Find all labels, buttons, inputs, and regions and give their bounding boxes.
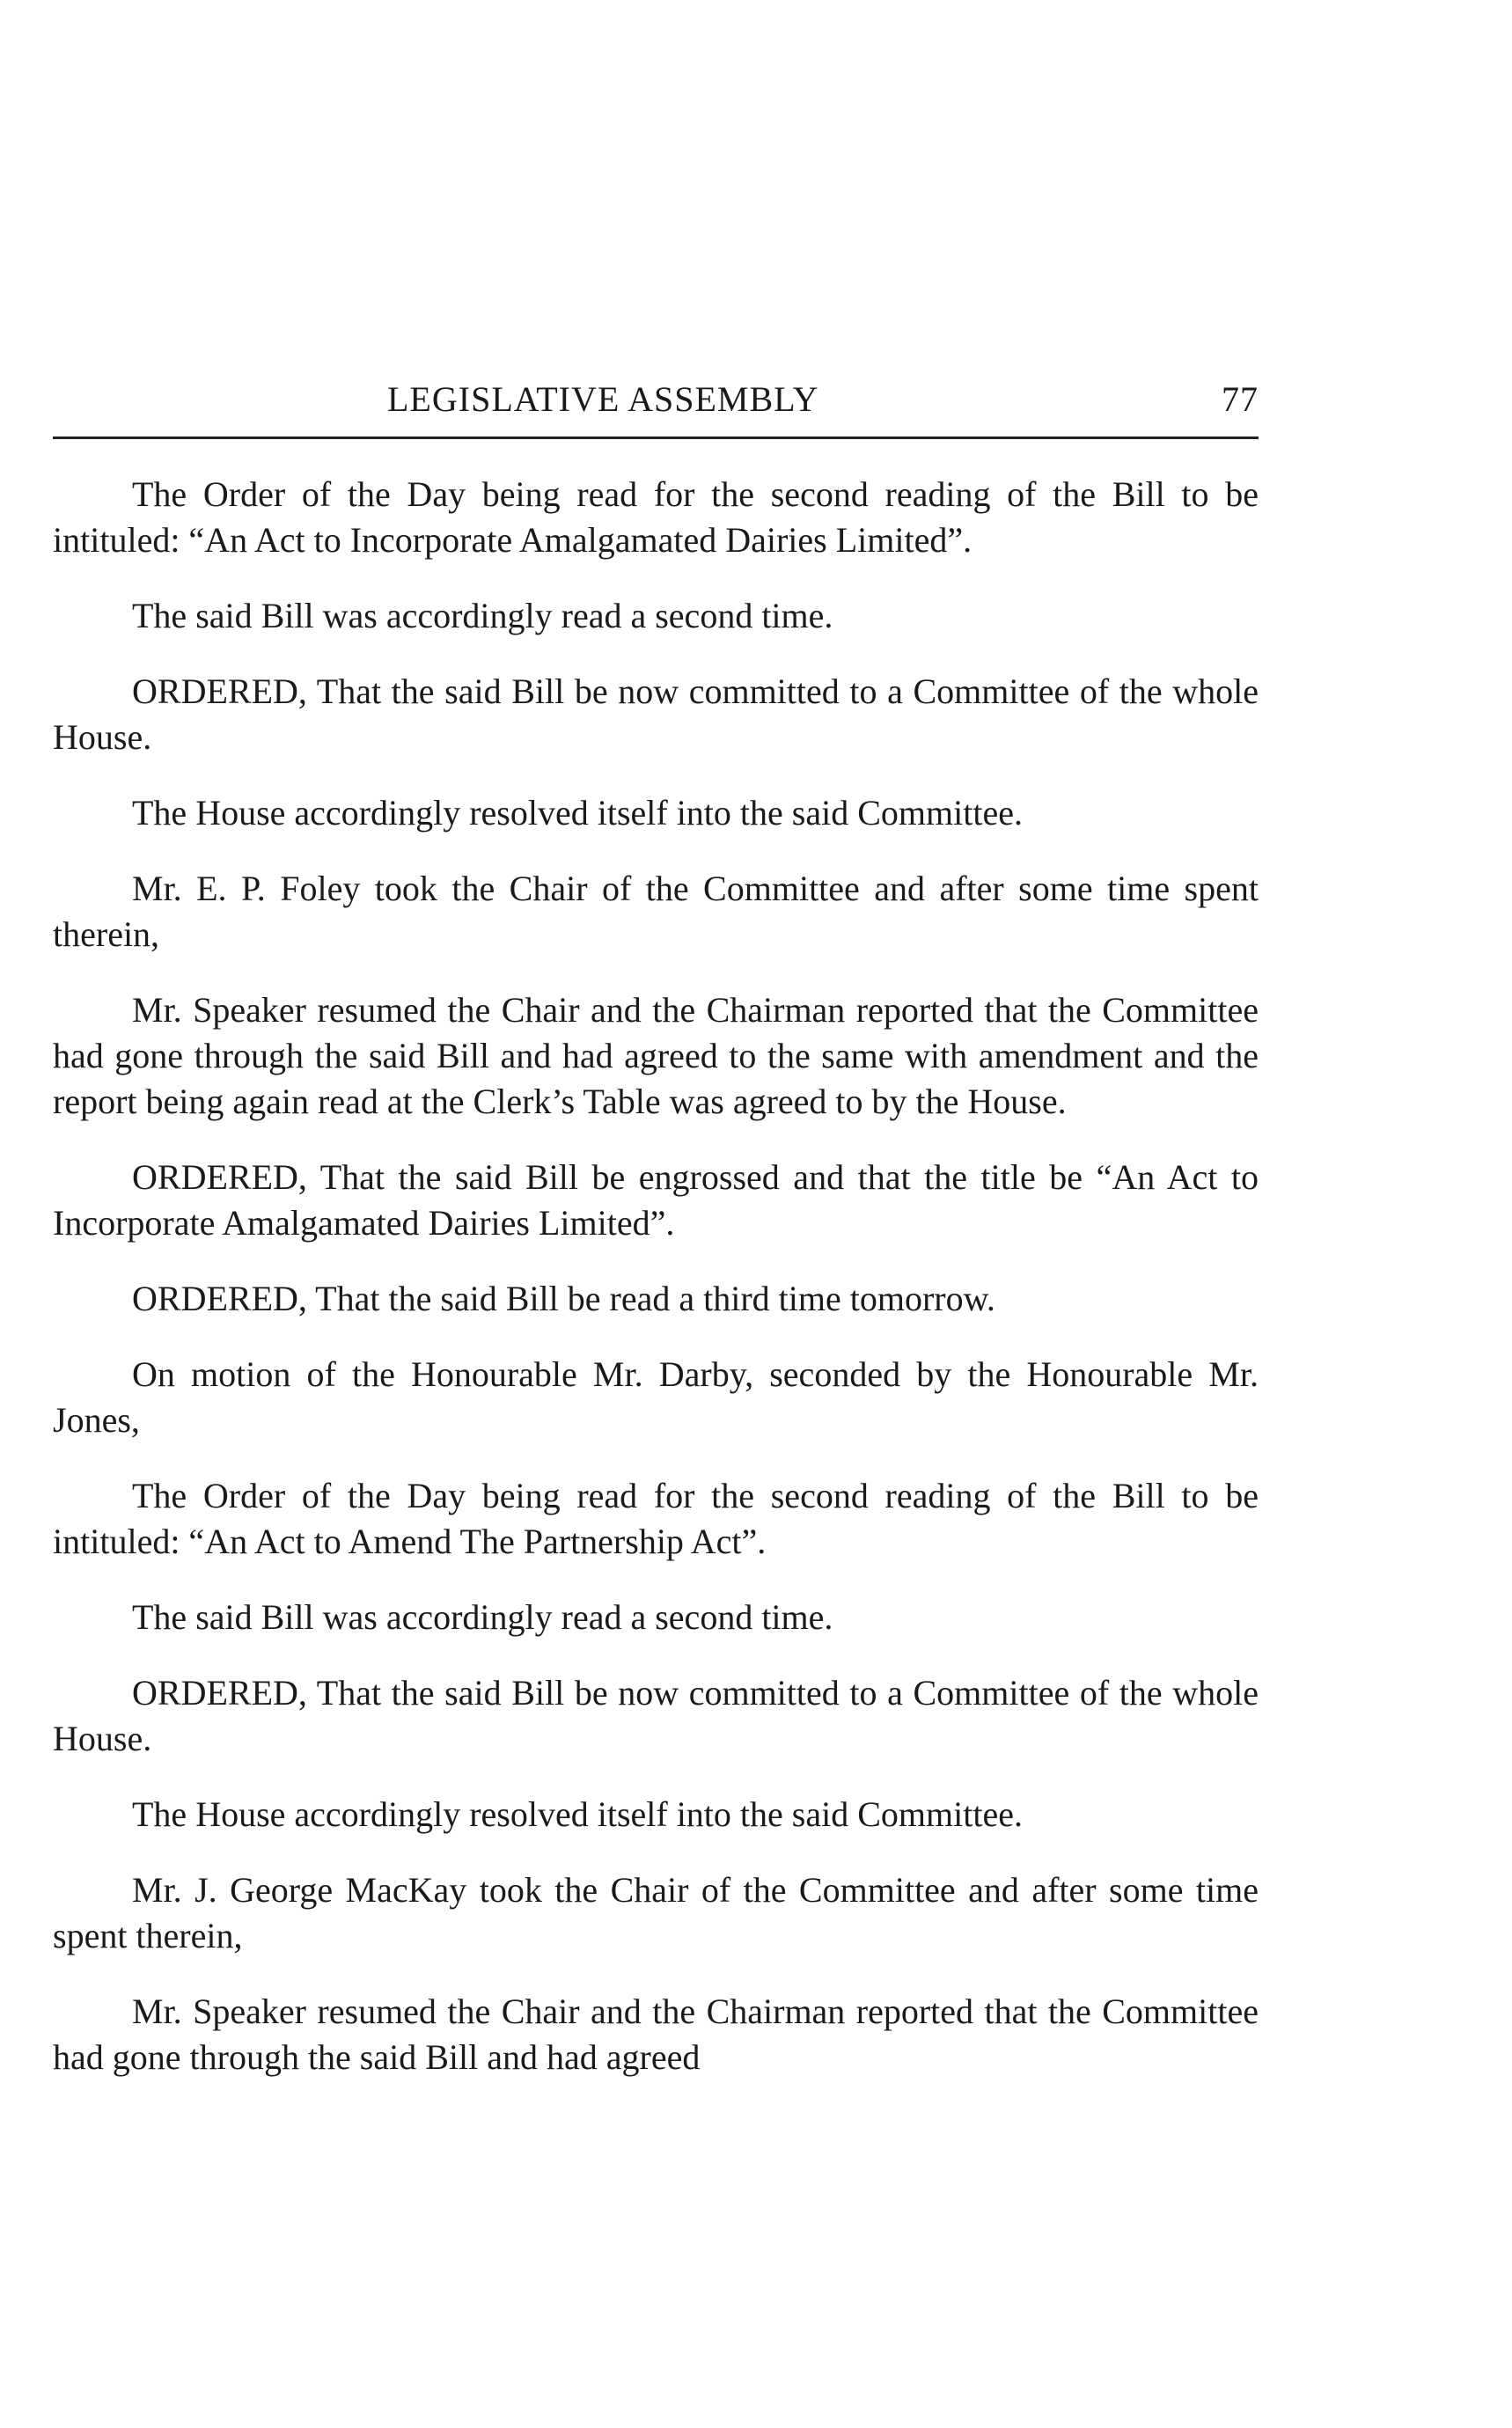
- paragraph: The Order of the Day being read for the second reading of the Bill to be intituled: “An Act to Incorporate Amalgamated Dairies Limited”.: [53, 474, 1259, 560]
- paragraph: ORDERED, That the said Bill be engrossed and that the title be “An Act to Incorporate Amalgamated Dairies Limited”.: [53, 1157, 1259, 1243]
- body-text: [53, 472, 1259, 2110]
- page-number: 77: [1222, 379, 1259, 419]
- paragraph: Mr. E. P. Foley took the Chair of the Committee and after some time spent therein,: [53, 869, 1259, 954]
- paragraph: On motion of the Honourable Mr. Darby, seconded by the Honourable Mr. Jones,: [53, 1354, 1259, 1440]
- paragraph: The House accordingly resolved itself into the said Committee.: [132, 1794, 1023, 1834]
- paragraph: The said Bill was accordingly read a second time.: [132, 596, 833, 635]
- paragraph: ORDERED, That the said Bill be now committed to a Committee of the whole House.: [53, 1673, 1259, 1758]
- paragraph: Mr. Speaker resumed the Chair and the Chairman reported that the Committee had gone through the said Bill and had agreed: [53, 1992, 1259, 2077]
- running-head-title: LEGISLATIVE ASSEMBLY: [387, 379, 819, 419]
- running-head: [53, 378, 1259, 428]
- paragraph: Mr. J. George MacKay took the Chair of the Committee and after some time spent therein,: [53, 1870, 1259, 1955]
- paragraph: The House accordingly resolved itself into the said Committee.: [132, 793, 1023, 833]
- paragraph: The Order of the Day being read for the second reading of the Bill to be intituled: “An Act to Amend The Partnership Act”.: [53, 1476, 1259, 1561]
- paragraph: The said Bill was accordingly read a second time.: [132, 1597, 833, 1637]
- paragraph: Mr. Speaker resumed the Chair and the Chairman reported that the Committee had gone through the said Bill and had agreed to the same with amendment and the report being again read at the Clerk’s Table was agreed to by the House.: [53, 990, 1259, 1121]
- paragraph: ORDERED, That the said Bill be now committed to a Committee of the whole House.: [53, 671, 1259, 757]
- header-rule: [53, 436, 1259, 439]
- paragraph: ORDERED, That the said Bill be read a third time tomorrow.: [132, 1279, 995, 1318]
